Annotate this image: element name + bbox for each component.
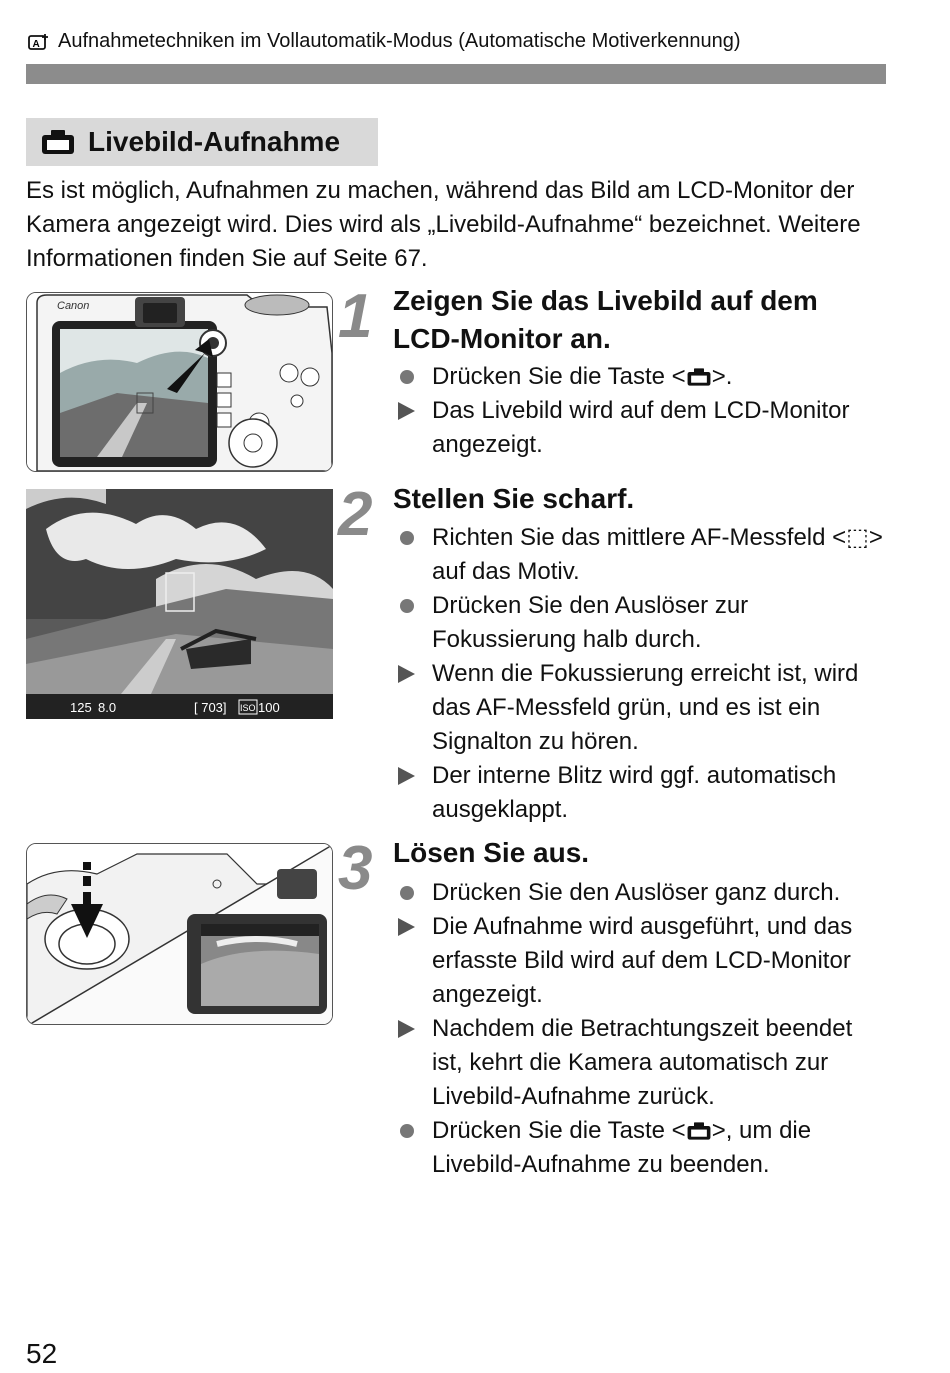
header-bar bbox=[26, 64, 886, 84]
list-item: Drücken Sie den Auslöser ganz durch. bbox=[396, 876, 886, 910]
step-2-list bbox=[396, 521, 886, 827]
list-item: Der interne Blitz wird ggf. automatisch ausgeklappt. bbox=[396, 759, 886, 827]
step-1-list bbox=[396, 360, 886, 462]
intro-paragraph: Es ist möglich, Aufnahmen zu machen, während das Bild am LCD-Monitor der Kamera angezeigt wird. Dies wird als „Livebild-Aufnahme“ bezeichnet. Weitere Informationen finden Sie auf Seite 67. bbox=[26, 177, 861, 272]
step-number: 3 bbox=[338, 834, 373, 903]
lcd-shots: [ 703] bbox=[194, 700, 227, 715]
page-header bbox=[28, 30, 741, 53]
result-triangle-icon bbox=[398, 402, 415, 420]
scene-intelligent-auto-icon bbox=[28, 33, 50, 51]
list-item: Richten Sie das mittlere AF-Messfeld <⬚> auf das Motiv. bbox=[396, 521, 886, 589]
page-number: 52 bbox=[26, 1338, 58, 1369]
lcd-aperture: 8.0 bbox=[98, 700, 117, 715]
list-item: Wenn die Fokussierung erreicht ist, wird das AF-Messfeld grün, und es ist ein Signalton zu hören. bbox=[396, 657, 886, 759]
list-item: Die Aufnahme wird ausgeführt, und das erfasste Bild wird auf dem LCD-Monitor angezeigt. bbox=[396, 910, 886, 1012]
section-heading bbox=[26, 118, 378, 166]
list-item: Drücken Sie den Auslöser zur Fokussierung halb durch. bbox=[396, 589, 886, 657]
list-item: Nachdem die Betrachtungszeit beendet ist, kehrt die Kamera automatisch zur Livebild-Aufnahme zurück. bbox=[396, 1012, 886, 1114]
result-triangle-icon bbox=[398, 767, 415, 785]
list-item: Drücken Sie die Taste < >, um die Livebild-Aufnahme zu beenden. bbox=[396, 1114, 886, 1182]
liveview-screen-photo bbox=[26, 489, 333, 719]
bullet-dot-icon bbox=[400, 370, 414, 384]
live-view-camera-icon bbox=[686, 1121, 712, 1141]
result-triangle-icon bbox=[398, 918, 415, 936]
live-view-camera-icon bbox=[40, 128, 76, 156]
live-view-camera-icon bbox=[686, 367, 712, 387]
step-number: 2 bbox=[338, 480, 373, 549]
bullet-dot-icon bbox=[400, 886, 414, 900]
svg-text:A: A bbox=[32, 38, 40, 50]
bullet-dot-icon bbox=[400, 531, 414, 545]
shutter-release-illustration bbox=[26, 843, 333, 1025]
lcd-shutter: 125 bbox=[70, 700, 92, 715]
result-triangle-icon bbox=[398, 1020, 415, 1038]
list-item: Drücken Sie die Taste < >. bbox=[396, 360, 886, 394]
step-title: Zeigen Sie das Livebild auf dem LCD-Monitor an. bbox=[393, 285, 818, 354]
lcd-iso: 100 bbox=[258, 700, 280, 715]
header-text: Aufnahmetechniken im Vollautomatik-Modus (Automatische Motiverkennung) bbox=[58, 30, 741, 52]
lcd-iso-label: ISO bbox=[240, 703, 256, 713]
step-title: Stellen Sie scharf. bbox=[393, 483, 635, 514]
step-3-list bbox=[396, 876, 886, 1182]
section-title: Livebild-Aufnahme bbox=[88, 126, 341, 157]
camera-back-illustration bbox=[26, 292, 333, 472]
svg-text:Canon: Canon bbox=[57, 300, 90, 312]
bullet-dot-icon bbox=[400, 1124, 414, 1138]
step-title: Lösen Sie aus. bbox=[393, 837, 590, 868]
result-triangle-icon bbox=[398, 665, 415, 683]
step-number: 1 bbox=[338, 282, 373, 351]
bullet-dot-icon bbox=[400, 599, 414, 613]
list-item: Das Livebild wird auf dem LCD-Monitor angezeigt. bbox=[396, 394, 886, 462]
